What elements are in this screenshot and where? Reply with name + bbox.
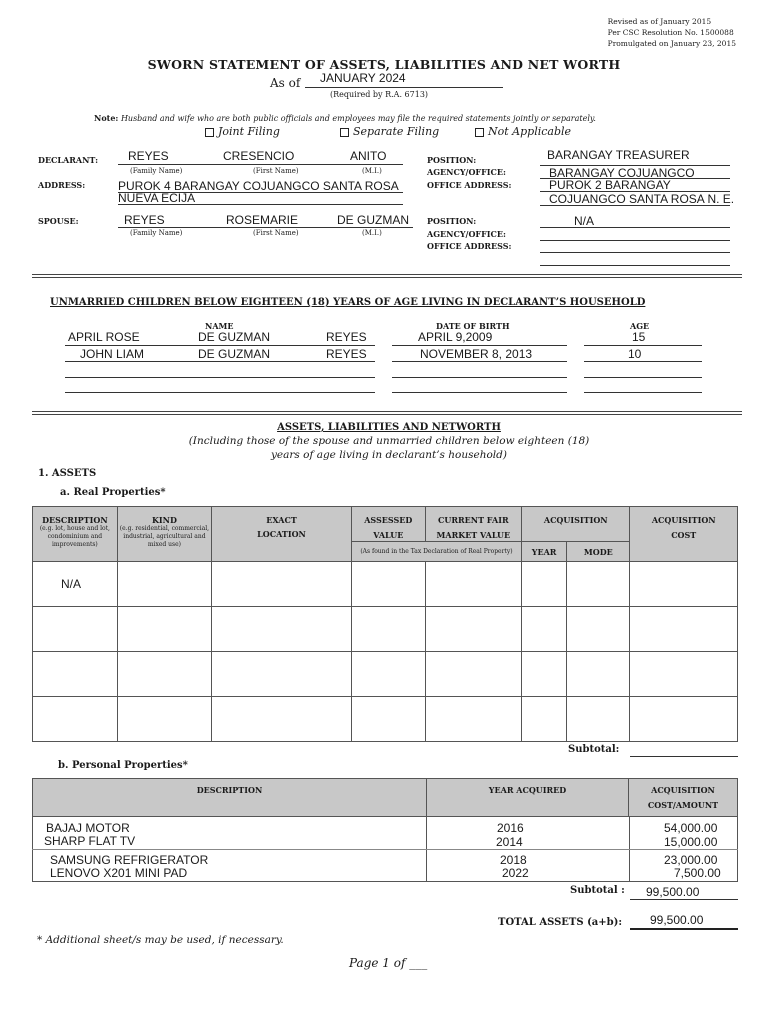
children-age-header: AGE bbox=[630, 321, 650, 331]
personal-row-4-year: 2022 bbox=[502, 866, 529, 880]
real-kind-note: (e.g. residential, commercial, industrial, agricultural and mixed use) bbox=[119, 525, 210, 548]
real-properties-heading: a. Real Properties* bbox=[60, 487, 166, 498]
child-4-dob-line bbox=[392, 392, 567, 393]
spouse-office-line-2 bbox=[540, 265, 730, 266]
personal-row-2-desc: SHARP FLAT TV bbox=[44, 834, 136, 848]
revision-line-1: Revised as of January 2015 bbox=[607, 17, 712, 26]
child-2-age-line bbox=[584, 361, 702, 362]
spouse-family: REYES bbox=[124, 213, 165, 227]
address-label: ADDRESS: bbox=[38, 180, 86, 190]
child-2-dob-line bbox=[392, 361, 567, 362]
child-2-dob: NOVEMBER 8, 2013 bbox=[420, 347, 533, 361]
additional-sheets-note: * Additional sheet/s may be used, if necessary. bbox=[37, 934, 284, 946]
personal-year-header: YEAR ACQUIRED bbox=[427, 779, 629, 817]
personal-row-4-cost: 7,500.00 bbox=[674, 866, 721, 880]
real-acquisition-title: ACQUISITION bbox=[543, 515, 608, 525]
as-of-line bbox=[305, 87, 503, 88]
separate-label: Separate Filing bbox=[353, 125, 440, 138]
real-year-header: YEAR bbox=[522, 542, 567, 562]
office-address-2: COJUANGCO SANTA ROSA N. E. bbox=[549, 192, 735, 206]
agency-value: BARANGAY COJUANGCO bbox=[549, 166, 695, 180]
child-1-middle: DE GUZMAN bbox=[198, 330, 270, 344]
real-cost-title-2: COST bbox=[671, 530, 697, 540]
real-subtotal-line bbox=[630, 756, 738, 757]
personal-cost-title-1: ACQUISITION bbox=[651, 785, 715, 795]
as-of-value: JANUARY 2024 bbox=[320, 71, 406, 85]
personal-row-3-desc: SAMSUNG REFRIGERATOR bbox=[50, 853, 209, 867]
child-2-last: REYES bbox=[326, 347, 367, 361]
personal-row-divider bbox=[32, 849, 738, 850]
child-3-dob-line bbox=[392, 377, 567, 378]
revision-block bbox=[608, 16, 736, 49]
spouse-family-caption: (Family Name) bbox=[130, 229, 183, 237]
child-4-name-line bbox=[65, 392, 375, 393]
child-1-dob: APRIL 9,2009 bbox=[418, 330, 493, 344]
child-2-age: 10 bbox=[628, 347, 642, 361]
real-kind-header bbox=[117, 507, 211, 562]
spouse-label: SPOUSE: bbox=[38, 216, 79, 226]
spouse-agency-label: AGENCY/OFFICE: bbox=[427, 229, 506, 239]
note-text: Husband and wife who are both public officials and employees may file the required statements jointly or separately. bbox=[120, 114, 596, 123]
office-address-label: OFFICE ADDRESS: bbox=[427, 180, 512, 190]
personal-properties-table bbox=[32, 778, 738, 817]
real-kind-title: KIND bbox=[151, 515, 177, 525]
filing-joint bbox=[205, 125, 280, 138]
assets-heading: 1. ASSETS bbox=[38, 468, 97, 479]
section-divider-2 bbox=[32, 411, 742, 415]
joint-checkbox[interactable] bbox=[205, 128, 214, 137]
child-1-dob-line bbox=[392, 345, 567, 346]
real-desc-note: (e.g. lot, house and lot, condominium and improvements) bbox=[39, 525, 110, 548]
revision-line-2: Per CSC Resolution No. 1500088 bbox=[607, 28, 734, 37]
office-address-1: PUROK 2 BARANGAY bbox=[549, 178, 671, 192]
child-1-first: APRIL ROSE bbox=[68, 330, 140, 344]
personal-row-1-cost: 54,000.00 bbox=[664, 821, 718, 835]
na-checkbox[interactable] bbox=[475, 128, 484, 137]
total-assets-label: TOTAL ASSETS (a+b): bbox=[498, 917, 623, 928]
joint-label: Joint Filing bbox=[218, 125, 280, 138]
personal-properties-heading: b. Personal Properties* bbox=[58, 760, 188, 771]
personal-subtotal-line bbox=[630, 899, 738, 900]
child-3-name-line bbox=[65, 377, 375, 378]
declarant-family: REYES bbox=[128, 149, 169, 163]
real-cost-title-1: ACQUISITION bbox=[651, 515, 716, 525]
spouse-mi: DE GUZMAN bbox=[337, 213, 409, 227]
spouse-agency-line bbox=[540, 240, 730, 241]
aln-sub-2: years of age living in declarant’s household) bbox=[271, 449, 507, 461]
personal-desc-header: DESCRIPTION bbox=[33, 779, 427, 817]
total-assets-value: 99,500.00 bbox=[650, 913, 704, 927]
real-current-fair-title: CURRENT FAIR bbox=[438, 515, 509, 525]
filing-na bbox=[475, 125, 571, 138]
office-line-2 bbox=[540, 205, 730, 206]
real-market-value-title: MARKET VALUE bbox=[436, 530, 511, 540]
real-market-header bbox=[425, 507, 521, 542]
real-mode-header: MODE bbox=[567, 542, 630, 562]
as-of-label: As of bbox=[270, 76, 301, 90]
child-1-age: 15 bbox=[632, 330, 646, 344]
real-desc-header bbox=[33, 507, 118, 562]
na-label: Not Applicable bbox=[488, 125, 572, 138]
agency-label: AGENCY/OFFICE: bbox=[427, 167, 506, 177]
address-line-1: PUROK 4 BARANGAY COJUANGCO SANTA ROSA bbox=[118, 179, 399, 193]
form-title: SWORN STATEMENT OF ASSETS, LIABILITIES AND NET WORTH bbox=[147, 57, 621, 72]
personal-row-3-cost: 23,000.00 bbox=[664, 853, 718, 867]
declarant-first: CRESENCIO bbox=[223, 149, 295, 163]
child-2-first: JOHN LIAM bbox=[80, 347, 145, 361]
personal-row-3-year: 2018 bbox=[500, 853, 527, 867]
address-line-2: NUEVA ECIJA bbox=[118, 191, 196, 205]
declarant-mi: ANITO bbox=[350, 149, 387, 163]
personal-row-1-desc: BAJAJ MOTOR bbox=[46, 821, 130, 835]
filing-separate bbox=[340, 125, 439, 138]
real-location-header bbox=[212, 507, 352, 562]
child-3-age-line bbox=[584, 377, 702, 378]
spouse-first-caption: (First Name) bbox=[253, 229, 299, 237]
real-exact-title: EXACT bbox=[266, 515, 297, 525]
personal-subtotal-value: 99,500.00 bbox=[646, 885, 700, 899]
children-title: UNMARRIED CHILDREN BELOW EIGHTEEN (18) YEARS OF AGE LIVING IN DECLARANT’S HOUSEHOLD bbox=[50, 297, 646, 308]
position-value: BARANGAY TREASURER bbox=[547, 148, 690, 162]
child-1-age-line bbox=[584, 345, 702, 346]
aln-sub-1: (Including those of the spouse and unmarried children below eighteen (18) bbox=[188, 435, 590, 447]
revision-line-3: Promulgated on January 23, 2015 bbox=[607, 39, 736, 48]
personal-row-4-desc: LENOVO X201 MINI PAD bbox=[50, 866, 188, 880]
spouse-mi-caption: (M.I.) bbox=[362, 229, 382, 237]
declarant-family-caption: (Family Name) bbox=[130, 167, 183, 175]
note bbox=[94, 113, 596, 123]
real-tax-note: (As found in the Tax Declaration of Real Property) bbox=[351, 542, 521, 562]
personal-cost-title-2: COST/AMOUNT bbox=[647, 800, 719, 810]
real-properties-table bbox=[32, 506, 738, 742]
real-cost-header bbox=[630, 507, 738, 562]
real-subtotal-label: Subtotal: bbox=[568, 744, 620, 755]
real-desc-title: DESCRIPTION bbox=[42, 515, 108, 525]
real-assessed-header bbox=[351, 507, 425, 542]
total-assets-line bbox=[630, 928, 738, 930]
children-dob-header: DATE OF BIRTH bbox=[436, 321, 510, 331]
spouse-office-label: OFFICE ADDRESS: bbox=[427, 241, 512, 251]
separate-checkbox[interactable] bbox=[340, 128, 349, 137]
child-4-age-line bbox=[584, 392, 702, 393]
declarant-mi-caption: (M.I.) bbox=[362, 167, 382, 175]
real-value-title: VALUE bbox=[373, 530, 404, 540]
required-note: (Required by R.A. 6713) bbox=[330, 90, 429, 99]
declarant-first-caption: (First Name) bbox=[253, 167, 299, 175]
personal-row-2-cost: 15,000.00 bbox=[664, 835, 718, 849]
note-label: Note: bbox=[94, 113, 119, 123]
spouse-office-line-1 bbox=[540, 252, 730, 253]
child-1-name-line bbox=[65, 345, 375, 346]
spouse-first: ROSEMARIE bbox=[226, 213, 299, 227]
child-2-name-line bbox=[65, 361, 375, 362]
spouse-position-value: N/A bbox=[574, 214, 595, 228]
real-row-1-desc: N/A bbox=[33, 562, 118, 607]
spouse-position-line bbox=[540, 227, 730, 228]
real-acquisition-header bbox=[522, 507, 630, 542]
child-2-middle: DE GUZMAN bbox=[198, 347, 270, 361]
personal-row-1-year: 2016 bbox=[497, 821, 524, 835]
spouse-position-label: POSITION: bbox=[427, 216, 477, 226]
declarant-line bbox=[118, 164, 403, 165]
personal-subtotal-label: Subtotal : bbox=[570, 885, 625, 896]
position-label: POSITION: bbox=[427, 155, 477, 165]
page-number: Page 1 of ___ bbox=[349, 956, 428, 970]
declarant-label: DECLARANT: bbox=[38, 155, 99, 165]
personal-row-2-year: 2014 bbox=[496, 835, 523, 849]
real-assessed-title: ASSESSED bbox=[364, 515, 413, 525]
section-divider-1 bbox=[32, 274, 742, 278]
address-underline-2 bbox=[118, 204, 403, 205]
spouse-line bbox=[118, 227, 413, 228]
aln-title: ASSETS, LIABILITIES AND NETWORTH bbox=[277, 422, 501, 433]
child-1-last: REYES bbox=[326, 330, 367, 344]
children-name-header: NAME bbox=[205, 321, 234, 331]
real-location-title: LOCATION bbox=[257, 529, 306, 539]
personal-cost-header bbox=[629, 779, 738, 817]
